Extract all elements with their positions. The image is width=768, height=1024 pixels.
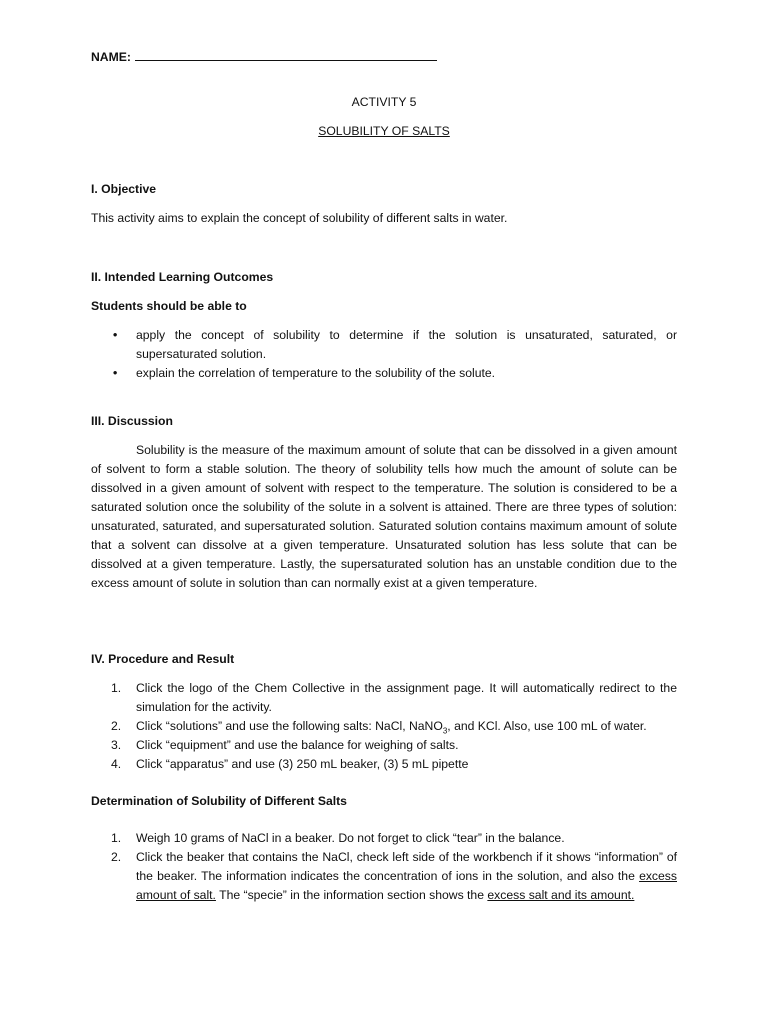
name-field <box>91 46 437 67</box>
determination-step: 1. Weigh 10 grams of NaCl in a beaker. Do not forget to click “tear” in the balance. <box>111 831 565 845</box>
objective-text: This activity aims to explain the concept of solubility of different salts in water. <box>91 211 508 225</box>
outcomes-list <box>91 326 677 383</box>
determination-steps <box>91 829 677 905</box>
procedure-step: 1. Click the logo of the Chem Collective in the assignment page. It will automatically redirect to the simulation for the activity. <box>111 681 677 714</box>
name-label: NAME: <box>91 50 131 64</box>
name-blank-line <box>135 46 437 61</box>
outcome-item: • apply the concept of solubility to determine if the solution is unsaturated, saturated, or supersaturated solution. <box>91 326 677 364</box>
discussion-text: Solubility is the measure of the maximum amount of solute that can be dissolved in a given amount of solvent to form a stable solution. The theory of solubility tells how much the amount of solute can be dissolved in a given amount of solvent with respect to the temperature. The solution is considered to be a saturated solution once the solubility of the solute in a solvent is attained. There are three types of solution: unsaturated, saturated, and supersaturated solution. Saturated solution contains maximum amount of solute that a solvent can dissolve at a given temperature. Unsaturated solution has less solute that can be dissolved at a given temperature. Lastly, the supersaturated solution has an unstable condition due to the excess amount of solute in solution than can normally exist at a given temperature. <box>91 443 677 590</box>
procedure-steps <box>91 679 677 774</box>
activity-number: ACTIVITY 5 <box>351 95 417 109</box>
document-title: SOLUBILITY OF SALTS <box>318 124 450 138</box>
determination-heading: Determination of Solubility of Different Salts <box>91 794 347 808</box>
outcomes-heading: II. Intended Learning Outcomes <box>91 270 274 284</box>
outcome-item: • explain the correlation of temperature to the solubility of the solute. <box>91 364 677 383</box>
procedure-step: 3. Click “equipment” and use the balance for weighing of salts. <box>111 738 459 752</box>
determination-step: 2. Click the beaker that contains the NaCl, check left side of the workbench if it shows “information” of the beaker. The information indicates the concentration of ions in the solution, and also the excess amount of salt. The “specie” in the information section shows the excess salt and its amount. <box>111 850 677 902</box>
discussion-heading: III. Discussion <box>91 414 173 428</box>
procedure-step: 4. Click “apparatus” and use (3) 250 mL beaker, (3) 5 mL pipette <box>111 757 469 771</box>
outcomes-intro: Students should be able to <box>91 299 247 313</box>
procedure-heading: IV. Procedure and Result <box>91 652 235 666</box>
procedure-step: 2. Click “solutions” and use the following salts: NaCl, NaNO$_3$, and KCl. Also, use 100 mL of water. <box>111 719 647 736</box>
objective-heading: I. Objective <box>91 182 157 196</box>
